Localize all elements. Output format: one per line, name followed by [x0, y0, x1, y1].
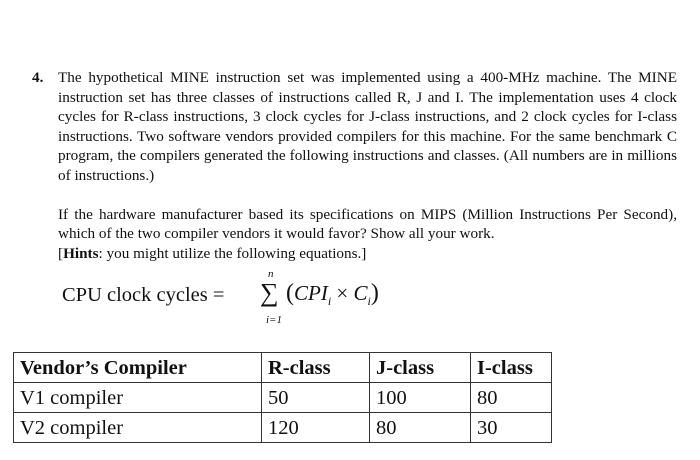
problem-statement: The hypothetical MINE instruction set was implemented using a 400-MHz machine. The MINE instruction set has three classes of instructions called R, J and I. The implementation uses 4 clock cycles for R-class instructions, 3 clock cycles for J-class instructions, and 2 clock cycles for I-class instructions. Two software vendors provided compilers for this machine. For the same benchmark C program, the compilers generated the following instructions and classes. (All numbers are in millions of instructions.)	[58, 69, 677, 184]
sigma-upper-limit: n	[268, 268, 274, 280]
cpi-term: CPI	[294, 281, 328, 305]
open-paren: (	[286, 280, 294, 306]
cell-j-class: 100	[370, 383, 471, 413]
cpi-subscript: i	[327, 294, 332, 309]
sigma-lower-limit: i=1	[266, 314, 282, 326]
question-4	[32, 68, 677, 263]
count-term: C	[353, 281, 368, 305]
count-subscript: i	[367, 294, 371, 309]
cell-j-class: 80	[370, 413, 471, 443]
question-body	[58, 68, 677, 263]
problem-prompt: If the hardware manufacturer based its specifications on MIPS (Million Instructions Per Second), which of the two compiler vendors it would favor? Show all your work.	[58, 205, 677, 243]
cell-compiler-name: V1 compiler	[14, 383, 262, 413]
hint-line	[58, 244, 677, 264]
cell-r-class: 120	[262, 413, 370, 443]
formula-rhs	[286, 280, 379, 309]
table-row	[14, 413, 552, 443]
close-paren: )	[370, 280, 379, 306]
cell-compiler-name: V2 compiler	[14, 413, 262, 443]
cell-i-class: 80	[471, 383, 552, 413]
hint-text: : you might utilize the following equations.]	[98, 244, 367, 262]
cell-r-class: 50	[262, 383, 370, 413]
hint-open-bracket: [	[58, 244, 64, 262]
question-number: 4.	[32, 69, 44, 86]
times-sign: ×	[331, 281, 354, 305]
header-r-class: R-class	[262, 353, 370, 383]
header-vendor-compiler: Vendor’s Compiler	[14, 353, 262, 383]
hint-label: Hints	[63, 244, 99, 262]
cpu-clock-cycles-formula	[62, 268, 462, 330]
table-row	[14, 383, 552, 413]
header-j-class: J-class	[370, 353, 471, 383]
sigma-symbol: ∑	[260, 278, 279, 307]
table-header-row	[14, 353, 552, 383]
header-i-class: I-class	[471, 353, 552, 383]
cell-i-class: 30	[471, 413, 552, 443]
formula-lhs: CPU clock cycles =	[62, 284, 225, 306]
compiler-instruction-table	[13, 352, 552, 443]
